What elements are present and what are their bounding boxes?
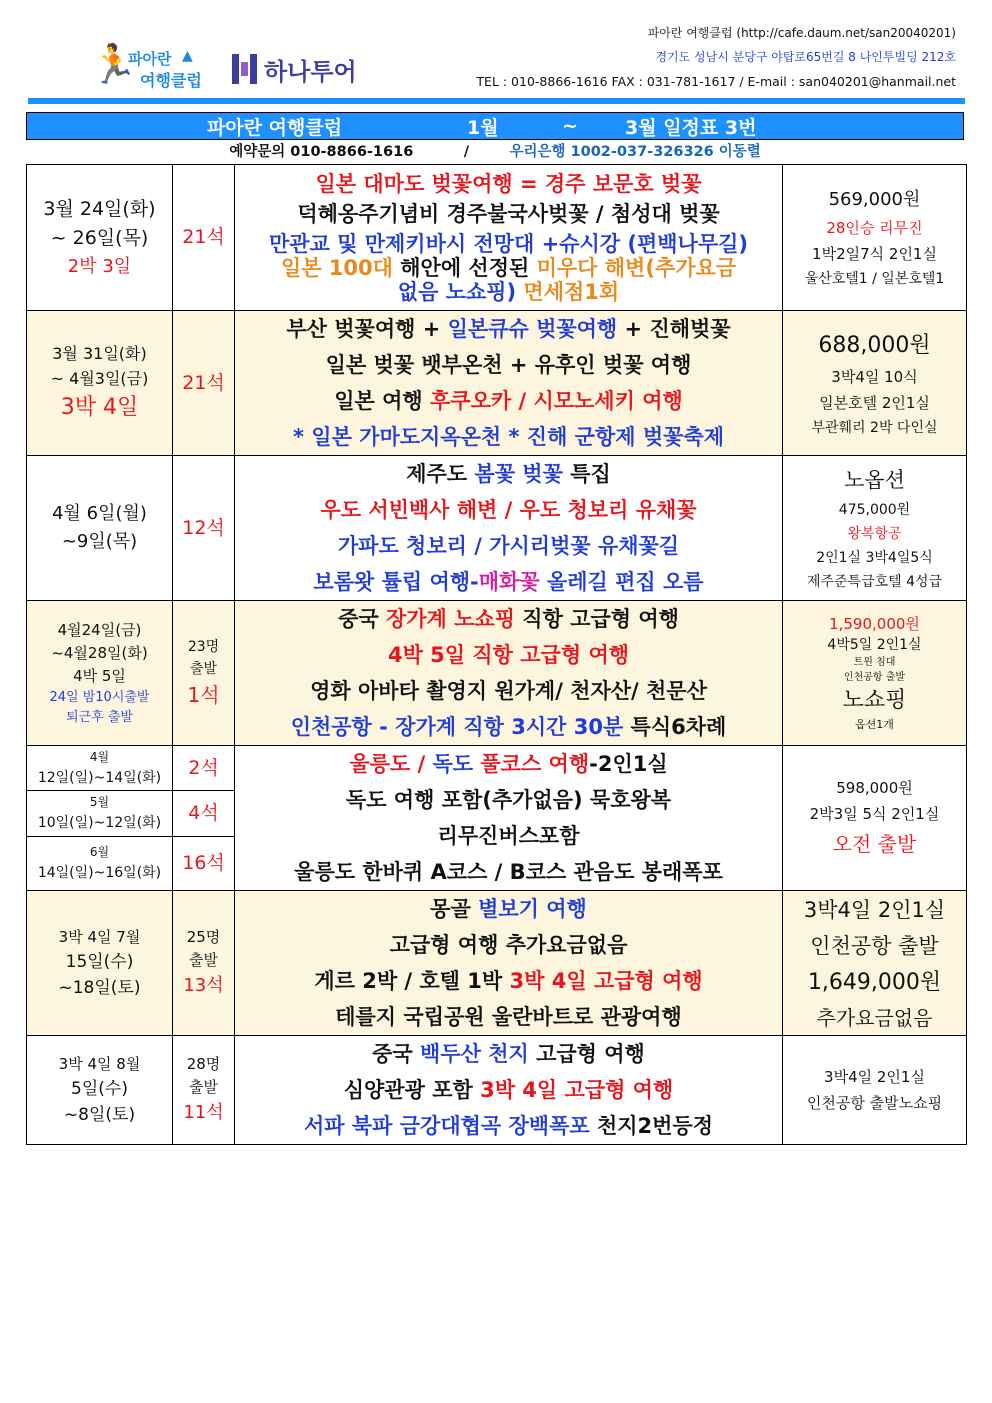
text-run: 울릉도 한바퀴 A코스 / B코스 관음도 봉래폭포	[294, 860, 723, 884]
tour-line	[235, 456, 782, 492]
tour-line	[235, 746, 782, 782]
date-line: 2박 3일	[67, 255, 132, 277]
price-line	[783, 546, 966, 570]
text-run: + 진해벚꽃	[617, 317, 731, 341]
text-run: 울릉도 /	[349, 752, 433, 776]
text-run: 인천공항 - 장가계 직항 3시간 30분	[290, 715, 624, 739]
tour-line	[235, 492, 782, 528]
schedule-row	[27, 601, 967, 746]
tour-line	[235, 782, 782, 818]
text-run: 부관훼리 2박 다인실	[811, 419, 938, 436]
price-line	[783, 635, 966, 655]
tour-line	[235, 1036, 782, 1072]
schedule-row	[27, 891, 967, 1036]
seat-line: 13석	[183, 975, 224, 996]
text-run: 덕혜옹주기념비 경주불국사벚꽃 / 첨성대 벚꽃	[297, 201, 720, 226]
price-line	[783, 215, 966, 241]
tour-description	[235, 1036, 783, 1145]
remaining-seats	[173, 311, 235, 456]
text-run: 옵션1개	[855, 718, 894, 731]
price-line	[783, 670, 966, 685]
page-header	[0, 0, 992, 100]
seat-line: 16석	[182, 851, 225, 874]
departure-date	[27, 601, 173, 746]
text-run: * 일본 가마도지옥온천 * 진해 군항제 벚꽃축제	[293, 425, 724, 449]
text-run: 몽골	[430, 897, 479, 921]
date-line: ~18일(토)	[58, 977, 141, 998]
date-line: 4월	[89, 749, 110, 764]
seat-line: 출발	[189, 660, 218, 677]
tour-line	[235, 673, 782, 709]
text-run: 테를지 국립공원 울란바트로 관광여행	[335, 1005, 682, 1029]
schedule-row	[27, 311, 967, 456]
tour-line	[235, 963, 782, 999]
text-run: 풀코스 여행	[473, 752, 590, 776]
tour-line	[235, 311, 782, 347]
booking-slash: /	[463, 144, 470, 160]
text-run: 475,000원	[838, 502, 911, 518]
booking-info	[26, 140, 964, 164]
date-line: 10일(일)~12일(화)	[37, 815, 162, 832]
remaining-seats	[173, 601, 235, 746]
date-line: 3월 31일(화)	[52, 344, 147, 363]
remaining-seats	[173, 791, 235, 836]
text-run: 일본 벚꽃 뱃부온천 + 유후인 벚꽃 여행	[325, 353, 692, 377]
tour-line	[235, 280, 782, 304]
date-line: 4월 6일(월)	[52, 503, 147, 524]
text-run: 천지2번등정	[589, 1114, 713, 1138]
date-line: 14일(일)~16일(화)	[37, 864, 162, 881]
tour-line	[235, 172, 782, 196]
tour-line	[235, 528, 782, 564]
tour-line	[235, 564, 782, 600]
title-club: 파아란 여행클럽	[207, 116, 343, 139]
tour-line	[235, 1108, 782, 1144]
text-run: 4박5일 2인1실	[827, 637, 922, 653]
text-run: 고급형 여행 추가요금없음	[389, 933, 628, 957]
booking-bank: 우리은행 1002-037-326326 이동렬	[509, 144, 761, 160]
text-run: 제주준특급호텔 4성급	[806, 574, 943, 590]
text-run: 노쇼핑	[842, 688, 907, 713]
tour-price	[783, 311, 967, 456]
tour-price	[783, 601, 967, 746]
date-line: 5월	[89, 795, 110, 810]
remaining-seats	[173, 165, 235, 311]
departure-date	[27, 836, 173, 890]
schedule-row	[27, 1036, 967, 1145]
price-line	[783, 364, 966, 390]
departure-date	[27, 791, 173, 836]
tour-line	[235, 347, 782, 383]
date-line: ~9일(목)	[61, 531, 138, 552]
remaining-seats	[173, 836, 235, 890]
tour-line	[235, 709, 782, 745]
club-contact: TEL : 010-8866-1616 FAX : 031-781-1617 / E-mail : san040201@hanmail.net	[476, 74, 956, 89]
text-run: 일본큐슈 벚꽃여행	[447, 317, 618, 341]
text-run: 오전 출발	[832, 832, 917, 856]
price-line	[783, 390, 966, 416]
seat-line: 25명	[186, 928, 221, 946]
seat-line: 28명	[186, 1055, 221, 1073]
text-run: 독도 여행 포함(추가없음) 묵호왕복	[345, 788, 672, 812]
tour-line	[235, 232, 782, 256]
tour-line	[235, 637, 782, 673]
tour-line	[235, 256, 782, 280]
text-run: 2인1실 3박4일5식	[816, 550, 933, 566]
departure-date	[27, 165, 173, 311]
seat-line: 21석	[182, 226, 225, 248]
title-tilde: ~	[562, 115, 578, 137]
date-line: 6월	[89, 844, 110, 859]
seat-line: 21석	[182, 371, 225, 394]
runner-icon: 🏃	[90, 42, 138, 86]
date-line: 12일(일)~14일(화)	[37, 769, 162, 786]
tour-description	[235, 165, 783, 311]
tour-line	[235, 891, 782, 927]
price-line	[783, 928, 966, 964]
text-run: 트윈 침대	[853, 657, 896, 668]
text-run: 노옵션	[844, 468, 905, 492]
text-run: 일본 100대	[280, 255, 393, 280]
hanatour-name: 하나투어	[264, 57, 357, 86]
tour-description	[235, 456, 783, 601]
price-line	[783, 570, 966, 594]
tour-price	[783, 456, 967, 601]
tour-line	[235, 927, 782, 963]
price-line	[783, 522, 966, 546]
tour-line	[235, 854, 782, 890]
schedule-row	[27, 456, 967, 601]
tour-line	[235, 818, 782, 854]
text-run: 특집	[562, 462, 611, 486]
text-run: 독도	[432, 752, 474, 776]
tour-description	[235, 891, 783, 1036]
text-run: 울산호텔1 / 일본호텔1	[804, 271, 945, 287]
text-run: 569,000원	[828, 189, 921, 210]
price-line	[783, 498, 966, 522]
departure-date	[27, 891, 173, 1036]
text-run: 중국	[372, 1042, 421, 1066]
text-run: 봄꽃 벚꽃	[474, 462, 563, 486]
text-run: 왕복항공	[847, 526, 902, 542]
text-run: 688,000원	[818, 332, 931, 358]
text-run: 별보기 여행	[478, 897, 587, 921]
schedule-row	[27, 165, 967, 311]
seat-line: 2석	[188, 756, 219, 779]
text-run: 해안에 선정된	[392, 255, 537, 280]
text-run: 후쿠오카 / 시모노세키 여행	[430, 389, 683, 413]
text-run: 심양관광 포함	[343, 1078, 481, 1102]
text-run: 일본 여행	[334, 389, 431, 413]
date-line: 3박 4일 8월	[58, 1054, 141, 1073]
text-run: 1,590,000원	[829, 615, 920, 633]
tour-line	[235, 419, 782, 455]
text-run: 3박4일 10식	[831, 367, 918, 386]
text-run: 고급형 여행	[528, 1042, 645, 1066]
date-line: ~8일(토)	[63, 1104, 136, 1125]
text-run: 장가계 노쇼핑	[385, 607, 515, 631]
text-run: 598,000원	[836, 779, 913, 797]
tour-line	[235, 601, 782, 637]
price-line	[783, 801, 966, 827]
paran-logo-line2: 여행클럽	[140, 71, 202, 90]
tour-line	[235, 196, 782, 232]
price-line	[783, 613, 966, 635]
remaining-seats	[173, 1036, 235, 1145]
header-divider	[28, 98, 965, 104]
text-run: 직항 고급형 여행	[514, 607, 679, 631]
price-line	[783, 1064, 966, 1090]
tour-price	[783, 891, 967, 1036]
date-line: 15일(수)	[65, 951, 134, 972]
date-line: 3박 4일 7월	[58, 927, 141, 946]
date-line: 4박 5일	[73, 666, 126, 685]
price-line	[783, 462, 966, 498]
price-line	[783, 184, 966, 215]
tour-price	[783, 746, 967, 891]
text-run: 일본호텔 2인1실	[819, 393, 930, 412]
price-line	[783, 416, 966, 440]
text-run: 1,649,000원	[807, 969, 942, 995]
date-line: 퇴근후 출발	[66, 709, 133, 725]
tour-line	[235, 383, 782, 419]
text-run: 면세점1회	[516, 279, 620, 304]
tour-price	[783, 165, 967, 311]
text-run: 인천공항 출발	[810, 933, 939, 958]
text-run: 3박4일 2인1실	[824, 1068, 925, 1086]
paran-logo-line1: 파아란	[128, 50, 172, 68]
date-line: ~4월28일(화)	[51, 643, 148, 662]
schedule-row	[27, 746, 967, 791]
tour-description	[235, 311, 783, 456]
departure-date	[27, 1036, 173, 1145]
title-month-from: 1월	[467, 116, 499, 139]
remaining-seats	[173, 456, 235, 601]
text-run: 3박 4일 고급형 여행	[509, 969, 703, 993]
schedule-table	[26, 164, 967, 1145]
departure-date	[27, 746, 173, 791]
text-run: 만관교 및 만제키바시 전망대 +슈시강 (편백나무길)	[268, 231, 749, 256]
text-run: 중국	[338, 607, 386, 631]
price-line	[783, 685, 966, 717]
text-run: 우도 서빈백사 해변 / 우도 청보리 유채꽃	[320, 498, 697, 522]
date-line: 5일(수)	[71, 1078, 128, 1099]
text-run: 3박 4일 고급형 여행	[480, 1078, 674, 1102]
date-line: 4월24일(금)	[57, 620, 142, 639]
tour-price	[783, 1036, 967, 1145]
text-run: 게르 2박 / 호텔 1박	[314, 969, 510, 993]
date-line: 3월 24일(화)	[43, 197, 156, 220]
date-line: 24일 밤10시출발	[49, 689, 150, 705]
seat-line: 23명	[187, 638, 220, 655]
price-line	[783, 1090, 966, 1116]
tour-description	[235, 746, 783, 891]
price-line	[783, 775, 966, 801]
schedule-title	[26, 112, 964, 140]
price-line	[783, 241, 966, 267]
hanatour-logo	[232, 52, 357, 86]
tour-description	[235, 601, 783, 746]
date-line: ~ 26일(목)	[50, 226, 149, 249]
price-line	[783, 1001, 966, 1035]
text-run: 인천공항 출발	[843, 672, 906, 683]
text-run: 3박4일 2인1실	[803, 897, 946, 922]
text-run: 일본 대마도 벚꽃여행 = 경주 보문호 벚꽃	[315, 171, 702, 196]
seat-line: 11석	[183, 1102, 224, 1123]
departure-date	[27, 456, 173, 601]
title-month-to: 3월 일정표 3번	[625, 116, 757, 139]
text-run: 리무진버스포함	[437, 824, 580, 848]
price-line	[783, 892, 966, 928]
remaining-seats	[173, 891, 235, 1036]
text-run: 보롬왓 튤립 여행-	[313, 570, 479, 594]
date-line: 3박 4일	[60, 395, 139, 420]
text-run: -2인1실	[589, 752, 668, 776]
tour-line	[235, 999, 782, 1035]
text-run: 서파 북파 금강대협곡 장백폭포	[303, 1114, 590, 1138]
price-line	[783, 655, 966, 670]
price-line	[783, 827, 966, 861]
departure-date	[27, 311, 173, 456]
text-run: 2박3일 5식 2인1실	[809, 805, 940, 823]
price-line	[783, 964, 966, 1001]
hanatour-mark-icon	[232, 54, 258, 84]
club-url: 파아란 여행클럽 (http://cafe.daum.net/san20040201)	[647, 26, 956, 40]
text-run: 인천공항 출발노쇼핑	[806, 1094, 943, 1112]
price-line	[783, 717, 966, 733]
text-run: 없음 노쇼핑)	[397, 279, 517, 304]
text-run: 매화꽃	[478, 570, 540, 594]
text-run: 백두산 천지	[420, 1042, 529, 1066]
tour-line	[235, 1072, 782, 1108]
seat-line: 12석	[182, 516, 225, 539]
booking-phone: 예약문의 010-8866-1616	[229, 144, 414, 160]
text-run: 부산 벚꽃여행 +	[286, 317, 448, 341]
seat-line: 출발	[189, 1078, 218, 1096]
text-run: 추가요금없음	[816, 1005, 933, 1030]
seat-line: 1석	[187, 682, 220, 707]
price-line	[783, 327, 966, 364]
remaining-seats	[173, 746, 235, 791]
text-run: 4박 5일 직항 고급형 여행	[387, 643, 630, 667]
text-run: 1박2일7식 2인1실	[812, 245, 937, 263]
text-run: 미우다 해변(추가요금	[536, 255, 737, 280]
text-run: 특식6차례	[623, 715, 727, 739]
date-line: ~ 4월3일(금)	[50, 369, 149, 388]
text-run: 가파도 청보리 / 가시리벚꽃 유채꽃길	[337, 534, 680, 558]
text-run: 영화 아바타 촬영지 원가계/ 천자산/ 천문산	[310, 679, 707, 703]
text-run: 제주도	[406, 462, 475, 486]
seat-line: 4석	[188, 802, 219, 825]
seat-line: 출발	[189, 951, 218, 969]
price-line	[783, 267, 966, 291]
text-run: 올레길 편집 오름	[539, 570, 704, 594]
mountain-icon: ▲	[182, 48, 193, 64]
club-address: 경기도 성남시 분당구 야탑로65번길 8 나인투빌딩 212호	[655, 50, 956, 64]
text-run: 28인승 리무진	[826, 219, 923, 237]
paran-logo	[90, 44, 210, 96]
